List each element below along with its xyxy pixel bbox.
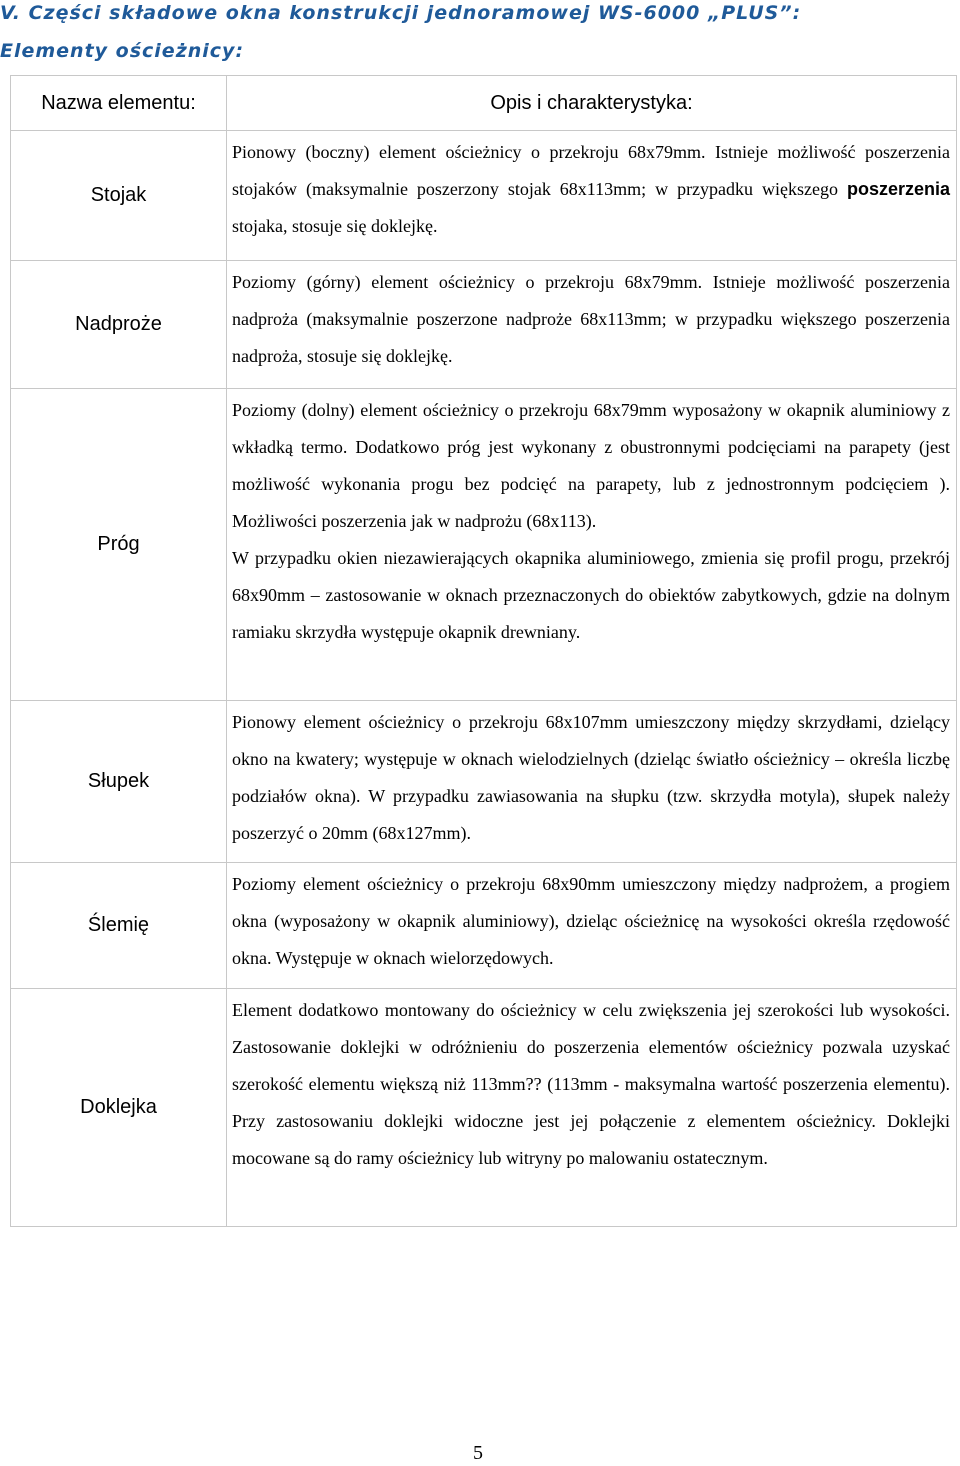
description-text: Poziomy (dolny) element ościeżnicy o przekroju 68x79mm wyposażony w okapnik aluminiowy z wkładką termo. Dodatkowo próg jest wykonany z obustronnymi podcięciami na parapety (jest możliwość wykonania progu bez podcięć na parapety, lub z jednostronnym podcięciem ). Możliwości poszerzenia jak w nadprożu (68x113).: [232, 400, 950, 531]
element-name: Ślemię: [11, 863, 227, 989]
description-bold-word: poszerzenia: [846, 179, 950, 199]
description-text: Pionowy element ościeżnicy o przekroju 68x107mm umieszczony między skrzydłami, dzielący okno na kwatery; występuje w oknach wielodzielnych (dzieląc światło ościeżnicy – określa liczbę podziałów okna). W przypadku zawiasowania na słupku (tzw. skrzydła motyla), słupek należy poszerzyć o 20mm (68x127mm).: [232, 712, 950, 843]
element-description: [227, 389, 957, 701]
element-description: [227, 701, 957, 863]
table-row: [11, 261, 957, 389]
element-description: [227, 989, 957, 1227]
description-text: Poziomy (górny) element ościeżnicy o przekroju 68x79mm. Istnieje możliwość poszerzenia nadproża (maksymalnie poszerzone nadproże 68x113mm; w przypadku większego poszerzenia nadproża, stosuje się doklejkę.: [232, 272, 950, 366]
description-text-part: stojaka, stosuje się doklejkę.: [232, 216, 438, 236]
table-row: [11, 131, 957, 261]
description-text: [232, 134, 950, 245]
element-description: [227, 131, 957, 261]
description-text: Poziomy element ościeżnicy o przekroju 68x90mm umieszczony między nadprożem, a progiem okna (wyposażony w okapnik aluminiowy), dzieląc ościeżnicę na wysokości określa rzędowość okna. Występuje w oknach wielorzędowych.: [232, 874, 950, 968]
frame-elements-table: [10, 75, 957, 1227]
column-header-name: Nazwa elementu:: [11, 76, 227, 131]
section-heading: V. Części składowe okna konstrukcji jednoramowej WS-6000 „PLUS”:: [0, 2, 802, 24]
table-row: [11, 701, 957, 863]
table-header-row: [11, 76, 957, 131]
table-row: [11, 863, 957, 989]
table-row: [11, 389, 957, 701]
table-row: [11, 989, 957, 1227]
element-name: Stojak: [11, 131, 227, 261]
element-name: Nadproże: [11, 261, 227, 389]
section-subheading: Elementy ościeżnicy:: [0, 40, 245, 62]
column-header-description: Opis i charakterystyka:: [227, 76, 957, 131]
element-name: Doklejka: [11, 989, 227, 1227]
page-number: 5: [473, 1442, 483, 1464]
element-description: [227, 863, 957, 989]
element-name: Próg: [11, 389, 227, 701]
description-text-second: W przypadku okien niezawierających okapnika aluminiowego, zmienia się profil progu, przekrój 68x90mm – zastosowanie w oknach przeznaczonych do obiektów zabytkowych, gdzie na dolnym ramiaku skrzydła występuje okapnik drewniany.: [232, 548, 950, 642]
element-description: [227, 261, 957, 389]
description-text: Element dodatkowo montowany do ościeżnicy w celu zwiększenia jej szerokości lub wysokości. Zastosowanie doklejki w odróżnieniu do poszerzenia elementów ościeżnicy pozwala uzyskać szerokość elementu większą niż 113mm?? (113mm - maksymalna wartość poszerzenia elementu). Przy zastosowaniu doklejki widoczne jest jej połączenie z elementem ościeżnicy. Doklejki mocowane są do ramy ościeżnicy lub witryny po malowaniu ostatecznym.: [232, 1000, 950, 1168]
description-text-part: Pionowy (boczny) element ościeżnicy o przekroju 68x79mm. Istnieje możliwość poszerzenia stojaków (maksymalnie poszerzony stojak 68x113mm; w przypadku większego: [232, 142, 950, 199]
element-name: Słupek: [11, 701, 227, 863]
